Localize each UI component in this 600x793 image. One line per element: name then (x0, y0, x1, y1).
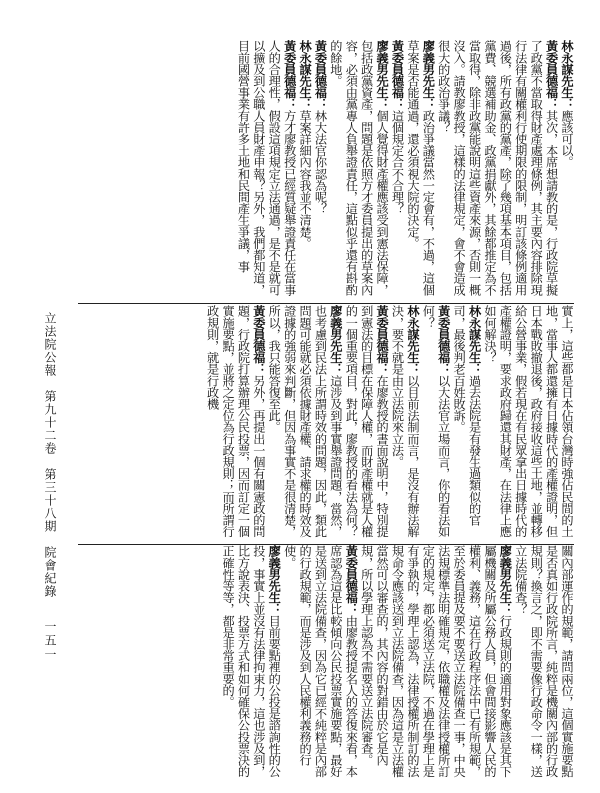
journal-name: 立法院公報 (43, 312, 57, 377)
band-divider-2 (78, 544, 574, 545)
speech-text: 以大法官立場而言，你的看法如何？ (421, 305, 451, 538)
speech-text: 其次，本席想請教的是，行政院草擬了政黨不當取得財產處理條例，其主要內容排除現行法律有關權利行使期限的限制，明訂該條例適用過後，所有政黨的黨產，除了幾項基本項目，包括黨費、競選補助金、政黨捐獻外，其餘都推定為不當取得，除非政黨能說明這些資產來源，否則一概沒入。請教廖教授，這樣的法律規定，會不會造成很大的政治爭議？ (436, 40, 559, 296)
speaker-name: 林永謀先生： (405, 305, 420, 375)
speech-text: 以目前法制而言，是沒有辦法解決，要不就是由立法院來立法。 (390, 305, 420, 538)
speech-text: 應該可以。 (560, 109, 574, 168)
speaker-name: 廖義男先生： (498, 545, 513, 615)
speech-paragraph (328, 40, 390, 302)
speech-text: 行政規則的適用對象應該是其下屬機關及所屬公務人員，但會間接影響人民的權利、義務，這在行政程序法中已有所規範，至於委員提及要不要送立法院備查一事，中央法規標準法明確規定，依職權及法律授權所訂定的規定，都必須送立法院，不過在學理上是有爭執的，學理上認為，法律授權所制訂的法規命令應該送到立法院備查，因為這是立法權當然可以審查的，其內容的對錯由於它是內規，所以學理上認為不需要送立法院審查。 (359, 545, 513, 778)
speaker-name: 林永謀先生： (298, 40, 313, 110)
speech-paragraph (482, 305, 574, 545)
speech-paragraph (405, 40, 436, 302)
page-footer (42, 312, 59, 598)
speech-text: 實上，這些都是日本佔領台灣時強佔民間的土地，當事人都還擁有日據時代的產權證明，但日本戰敗撤退後，政府接收這些土地，並轉移給公營事業，假若現在有民眾拿出日據時代的產權證明，要求政府歸還其財產，在法律上應如何解決？ (482, 305, 574, 538)
speech-text: 這涉及到事實舉證問題，當然，也考慮到民法上所謂時效的問題，因此，類此問題可能就必須依據財產權、請求權的時效及證據的強弱來判斷，但因為事實不是很清楚，所以，我只能答復至此。 (267, 305, 343, 538)
speech-paragraph (358, 545, 512, 780)
speaker-name: 黃委員德福： (544, 40, 559, 110)
section-name: 院會紀錄 (43, 546, 57, 598)
speech-paragraph (297, 40, 312, 302)
speaker-name: 黃委員德福： (251, 305, 266, 375)
speech-text: 另外，再提出一個有關憲政的問題，行政院打算辦理公民投票，因而訂定一個實施要點，並將之定位為行政規則；而所謂行政規則，就是行政機 (205, 305, 266, 538)
speaker-name: 林永謀先生： (560, 40, 574, 110)
speech-paragraph (281, 545, 358, 780)
speech-text: 這個規定合不合理？ (390, 109, 405, 215)
speech-text: 草案詳細內容我並不清楚。 (298, 109, 313, 249)
speech-text: 林大法官你認為呢？ (313, 109, 328, 215)
speech-paragraph (451, 305, 482, 545)
speech-paragraph (389, 40, 404, 302)
speech-text: 過去法院是有發生過類似的官司，最後判老百姓敗訴。 (452, 305, 482, 526)
text-band-middle (78, 305, 574, 545)
issue-number: 第三十八期 (43, 468, 57, 533)
speaker-name: 林永謀先生： (467, 305, 482, 375)
speaker-name: 廖義男先生： (328, 305, 343, 375)
speech-paragraph (420, 305, 451, 545)
speech-paragraph (220, 545, 282, 780)
speech-paragraph (559, 40, 574, 302)
speech-text: 關內部運作的規範，請問兩位，這個實施要點是否真如行政院所言，純粹是機關內部的行政規則？換言之，即不需要像行政命令一樣，送立法院備查？ (513, 545, 574, 778)
text-band-top (78, 40, 574, 302)
speaker-name: 廖義男先生： (375, 40, 390, 110)
speech-paragraph (512, 545, 574, 780)
text-band-bottom (78, 545, 574, 780)
volume-number: 第九十二卷 (43, 390, 57, 455)
speech-paragraph (389, 305, 420, 545)
speech-text: 由廖教授提名人的答復來看，本席認為這是比較傾向公民投票實施要點，最好是送到立法院備查，因為它已經不純粹是內部的行政規範，而是涉及到人民權利義務的行使。 (282, 545, 359, 778)
page-number: 一五一 (43, 620, 57, 662)
speech-paragraph (266, 305, 343, 545)
speech-text: 政治爭議當然一定會有，不過，這個草案是否能通過，還必須視大院的決定。 (405, 40, 436, 296)
speaker-name: 黃委員德福： (436, 305, 451, 375)
speaker-name: 黃委員德福： (313, 40, 328, 110)
speech-text: 目前要點裡的公投是諮詢性的公投，事實上並沒有法律拘束力，這也涉及到，比方說表決、投票方式和如何確保公投票決的正確性等等，都是非常重要的。 (221, 545, 282, 778)
speaker-name: 黃委員德福： (344, 545, 359, 615)
speaker-name: 廖義男先生： (421, 40, 436, 110)
speech-paragraph (343, 305, 389, 545)
speaker-name: 黃委員德福： (375, 305, 390, 375)
speaker-name: 黃委員德福： (282, 40, 297, 110)
speaker-name: 黃委員德福： (390, 40, 405, 110)
speech-text: 個人覺得財產權應該受到憲法保障，包括政黨資產，問題是依照方才委員提出的草案內容，必須由黨專人負舉證責任，這點似乎還有斟酌的餘地。 (328, 40, 390, 296)
speech-paragraph (235, 40, 297, 302)
band-divider-1 (78, 303, 574, 304)
speech-text: 方才廖教授已經質疑舉證責任在當事人的合理性，假設這項規定立法通過，是不是就可以擴及到公職人員財產申報？另外，我們都知道，目前國營事業有許多土地和民間產生爭議，事 (236, 40, 297, 296)
speech-paragraph (204, 305, 266, 545)
speech-text: 在廖教授的書面說明中，特別提到憲法的目標在保障人權，而財產權就是人權的一個重要項目，對此，廖教授的看法為何？ (344, 305, 390, 538)
speech-paragraph (312, 40, 327, 302)
speaker-name: 廖義男先生： (267, 545, 282, 615)
speech-paragraph (435, 40, 558, 302)
